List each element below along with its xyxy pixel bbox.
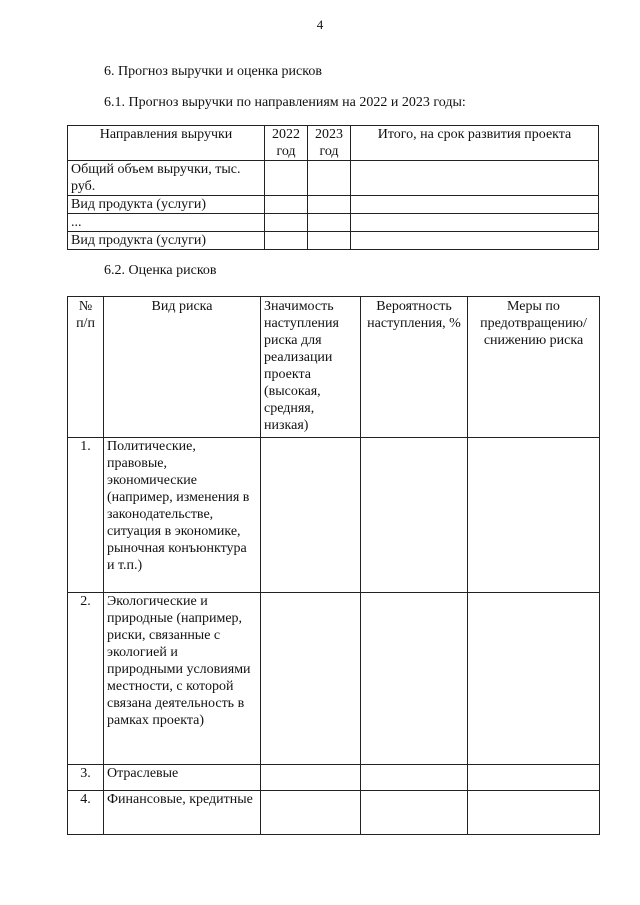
section-title: 6. Прогноз выручки и оценка рисков [104, 64, 322, 79]
table-cell [308, 161, 351, 196]
header-num: № п/п [68, 297, 104, 438]
table-cell [361, 438, 468, 593]
table-row-label: Вид продукта (услуги) [68, 232, 265, 250]
table-cell [261, 438, 361, 593]
header-probability: Вероятность наступления, % [361, 297, 468, 438]
header-measures: Меры по предотвращению/ снижению риска [468, 297, 600, 438]
risk-type: Финансовые, кредитные [104, 791, 261, 835]
table-cell [468, 438, 600, 593]
table-row-label: Вид продукта (услуги) [68, 196, 265, 214]
header-2023: 2023 год [308, 126, 351, 161]
revenue-forecast-title: 6.1. Прогноз выручки по направлениям на 2022 и 2023 годы: [104, 95, 466, 110]
table-cell [361, 791, 468, 835]
table-cell [351, 161, 599, 196]
table-cell [351, 214, 599, 232]
risk-assessment-title: 6.2. Оценка рисков [104, 263, 217, 278]
header-significance: Значимость наступления риска для реализации проекта (высокая, средняя, низкая) [261, 297, 361, 438]
row-number: 4. [68, 791, 104, 835]
table-cell [308, 214, 351, 232]
header-total: Итого, на срок развития проекта [351, 126, 599, 161]
header-direction: Направления выручки [68, 126, 265, 161]
table-cell [265, 214, 308, 232]
risk-type: Политические, правовые, экономические (например, изменения в законодательстве, ситуация в экономике, рыночная конъюнктура и т.п.) [104, 438, 261, 593]
row-number: 3. [68, 765, 104, 791]
table-cell [351, 196, 599, 214]
table-cell [308, 196, 351, 214]
page-number: 4 [316, 17, 324, 32]
row-number: 2. [68, 593, 104, 765]
table-cell [468, 593, 600, 765]
table-cell [468, 791, 600, 835]
table-cell [308, 232, 351, 250]
table-row-label: Общий объем выручки, тыс. руб. [68, 161, 265, 196]
table-cell [265, 161, 308, 196]
header-2022: 2022 год [265, 126, 308, 161]
table-cell [351, 232, 599, 250]
table-cell [265, 196, 308, 214]
table-cell [261, 791, 361, 835]
risk-type: Экологические и природные (например, риски, связанные с экологией и природными условиями местности, с которой связана деятельность в рамках проекта) [104, 593, 261, 765]
table-cell [468, 765, 600, 791]
table-cell [361, 593, 468, 765]
table-row-label: ... [68, 214, 265, 232]
header-risk-type: Вид риска [104, 297, 261, 438]
table-cell [261, 765, 361, 791]
revenue-forecast-table [67, 125, 599, 250]
table-cell [261, 593, 361, 765]
table-cell [361, 765, 468, 791]
table-cell [265, 232, 308, 250]
risk-assessment-table [67, 296, 600, 835]
risk-type: Отраслевые [104, 765, 261, 791]
row-number: 1. [68, 438, 104, 593]
